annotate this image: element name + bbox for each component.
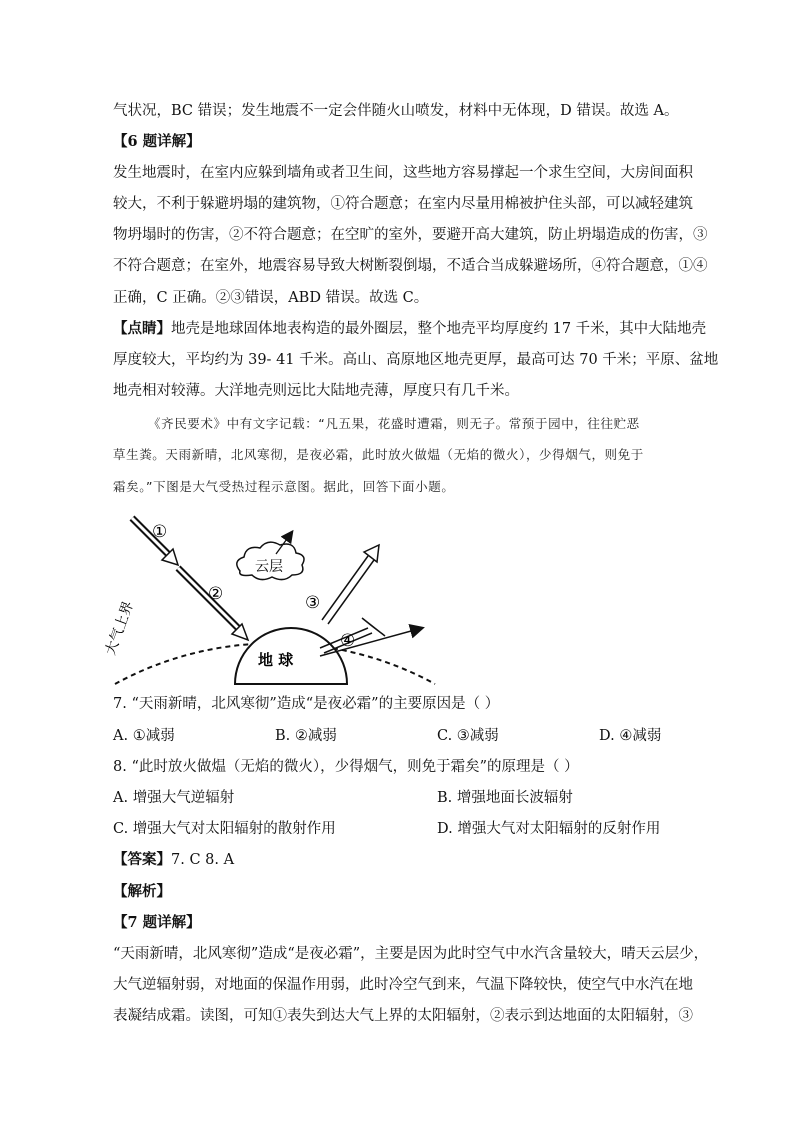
earth-label: 地 球 xyxy=(258,651,294,669)
paragraph-line: “天雨新晴，北风寒彻”造成“是夜必霜”，主要是因为此时空气中水汽含量较大，晴天云层少， xyxy=(113,946,709,962)
paragraph-line: 物坍塌时的伤害，②不符合题意；在空旷的室外，要避开高大建筑，防止坍塌造成的伤害，③ xyxy=(113,227,708,243)
q7-option-c: C. ③减弱 xyxy=(437,728,499,744)
label-2: ② xyxy=(208,584,224,604)
atmosphere-top-label: 大气上界 xyxy=(102,599,137,658)
question-7-stem: 7. “天雨新晴，北风寒彻”造成“是夜必霜”的主要原因是（ ） xyxy=(113,696,500,712)
paragraph-line: 发生地震时，在室内应躲到墙角或者卫生间，这些地方容易撑起一个求生空间，大房间面积 xyxy=(113,165,693,181)
q7-option-d: D. ④减弱 xyxy=(599,728,662,744)
paragraph-line: 大气逆辐射弱，对地面的保温作用弱，此时冷空气到来，气温下降较快，使空气中水汽在地 xyxy=(113,977,693,993)
label-4: ④ xyxy=(340,631,356,651)
answer-text: 7. C 8. A xyxy=(171,852,235,868)
material-line: 草生粪。天雨新晴，北风寒彻，是夜必霜，此时放火做煴（无焰的微火），少得烟气，则免于 xyxy=(113,447,644,462)
paragraph-line: 地壳相对较薄。大洋地壳则远比大陆地壳薄，厚度只有几千米。 xyxy=(113,383,519,399)
tip-label: 【点睛】 xyxy=(113,320,171,337)
q7-option-b: B. ②减弱 xyxy=(275,728,337,744)
paragraph-line: 较大，不利于躲避坍塌的建筑物，①符合题意；在室内尽量用棉被护住头部，可以减轻建筑 xyxy=(113,196,693,212)
material-line: 霜矣。”下图是大气受热过程示意图。据此，回答下面小题。 xyxy=(113,479,455,494)
analysis-label: 【解析】 xyxy=(113,883,171,900)
q8-option-a: A. 增强大气逆辐射 xyxy=(113,790,235,806)
paragraph-line: 气状况，BC 错误；发生地震不一定会伴随火山喷发，材料中无体现，D 错误。故选 A。 xyxy=(113,103,679,119)
q8-option-c: C. 增强大气对太阳辐射的散射作用 xyxy=(113,821,336,837)
label-3: ③ xyxy=(305,593,321,613)
arrow-2 xyxy=(178,568,248,640)
paragraph-line: 表凝结成霜。读图，可知①表失到达大气上界的太阳辐射，②表示到达地面的太阳辐射，③ xyxy=(113,1008,693,1024)
arrow-3 xyxy=(322,545,379,624)
section-heading: 【7 题详解】 xyxy=(113,914,201,931)
section-heading: 【6 题详解】 xyxy=(113,133,201,150)
paragraph-line: 不符合题意；在室外，地震容易导致大树断裂倒塌，不适合当成躲避场所，④符合题意，①④ xyxy=(113,258,708,274)
paragraph-line: 厚度较大，平均约为 39- 41 千米。高山、高原地区地壳更厚，最高可达 70 千米；平原、盆地 xyxy=(113,352,719,368)
material-line: 《齐民要术》中有文字记载：“凡五果，花盛时遭霜，则无子。常预于园中，往往贮恶 xyxy=(148,416,640,431)
atmosphere-heating-diagram xyxy=(100,508,440,688)
paragraph-line: 正确，C 正确。②③错误，ABD 错误。故选 C。 xyxy=(113,290,429,306)
question-8-stem: 8. “此时放火做煴（无焰的微火），少得烟气，则免于霜矣”的原理是（ ） xyxy=(113,759,579,775)
q8-option-d: D. 增强大气对太阳辐射的反射作用 xyxy=(437,821,661,837)
q7-option-a: A. ①减弱 xyxy=(113,728,175,744)
paragraph-line: 地壳是地球固体地表构造的最外圈层，整个地壳平均厚度约 17 千米，其中大陆地壳 xyxy=(171,321,707,337)
answer-label: 【答案】 xyxy=(113,851,171,868)
cloud-label: 云层 xyxy=(255,559,283,575)
answer-line xyxy=(113,850,234,870)
label-1: ① xyxy=(152,522,168,542)
tip-paragraph xyxy=(113,319,706,339)
q8-option-b: B. 增强地面长波辐射 xyxy=(437,790,573,806)
